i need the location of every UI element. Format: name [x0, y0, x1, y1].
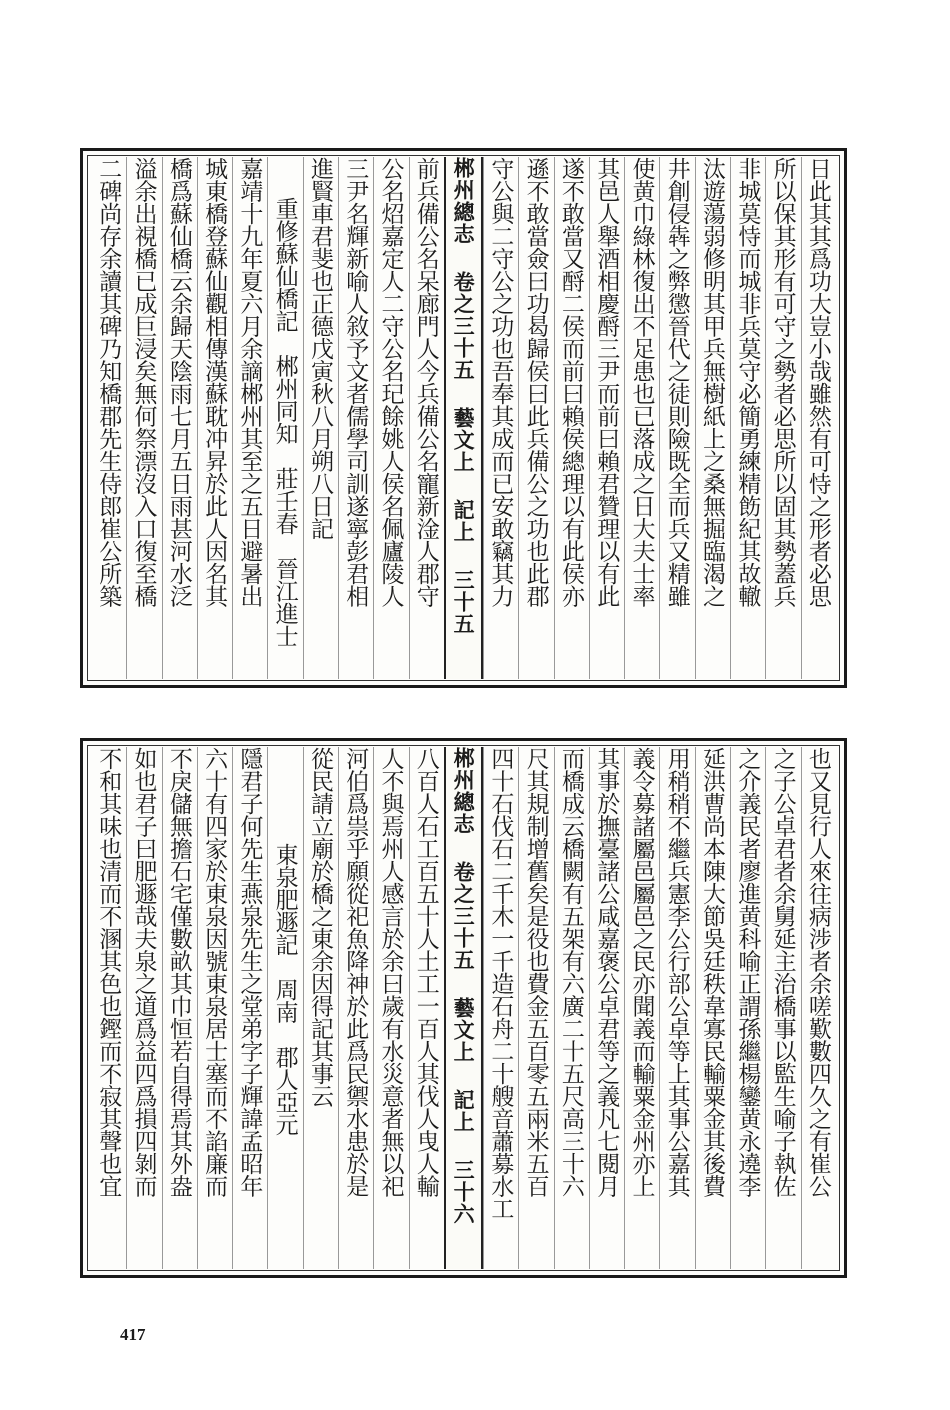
text-column: 進賢車君斐也正德戊寅秋八月朔八日記 — [303, 157, 338, 679]
text-column: 遜不敢當僉曰功曷歸侯曰此兵備公之功也此郡 — [518, 157, 553, 679]
text-column: 其邑人舉酒相慶酹三尹而前曰賴君贊理以有此 — [589, 157, 624, 679]
text-column: 井創侵犇之弊懲晉代之徒則險既全而兵又精雖 — [659, 157, 694, 679]
text-column: 使黄巾綠林復出不足患也已落成之日大夫士率 — [624, 157, 659, 679]
text-column: 橋爲蘇仙橋云余歸天陰雨七月五日雨甚河水泛 — [162, 157, 197, 679]
text-column: 重修蘇仙橋記 郴州同知 莊壬春 晉江進士 — [267, 157, 302, 679]
text-column: 人不與焉州人感言於余曰歲有水災意者無以祀 — [373, 747, 408, 1269]
text-column: 公名炤嘉定人二守公名玘餘姚人侯名佩廬陵人 — [373, 157, 408, 679]
text-column: 八百人石工百五十人土工一百人其伐人曳人輸 — [409, 747, 444, 1269]
center-banner: 郴州總志 卷之三十五 藝文上 記上 三十五 — [444, 157, 483, 679]
text-column: 守公與二守公之功也吾奉其成而已安敢竊其力 — [483, 157, 518, 679]
text-column: 其事於撫臺諸公咸嘉褒公卓君等之義凡七閱月 — [589, 747, 624, 1269]
text-column: 之子公卓君者余舅延主治橋事以監生喻子執佐 — [765, 747, 800, 1269]
text-column: 而橋成云橋闕有五架有六廣二十五尺高三十六 — [554, 747, 589, 1269]
text-column: 所以保其形有可守之勢者必思所以固其勢蓋兵 — [765, 157, 800, 679]
text-column: 之介義民者廖進黄科喻正謂孫繼楊鑾黄永遶李 — [730, 747, 765, 1269]
text-column: 嘉靖十九年夏六月余謫郴州其至之五日避暑出 — [232, 157, 267, 679]
text-column: 不和其味也清而不溷其色也鏗而不寂其聲也宜 — [95, 747, 122, 1197]
text-columns — [91, 157, 836, 679]
text-column: 從民請立廟於橋之東余因得記其事云 — [303, 747, 338, 1269]
text-column: 隱君子何先生燕泉先生之堂弟字子輝諱孟昭年 — [232, 747, 267, 1269]
text-column: 河伯爲祟乎願從祀魚降神於此爲民禦水患於是 — [338, 747, 373, 1269]
text-column: 延洪曹尚本陳大節吳廷秩韋寡民輸粟金其後費 — [695, 747, 730, 1269]
text-column: 也又見行人來往病涉者余嗟歎數四久之有崔公 — [801, 747, 836, 1269]
lower-text-block — [80, 738, 847, 1278]
text-column: 四十石伐石二千木一千造石舟二十艘音蕭募水工 — [483, 747, 518, 1269]
text-column: 汰遊蕩弱修明其甲兵無樹紙上之桑無掘臨渴之 — [695, 157, 730, 679]
text-column: 三尹名輝新喻人敘予文者儒學司訓遂寧彭君相 — [338, 157, 373, 679]
text-column: 六十有四家於東泉因號東泉居士塞而不諂廉而 — [197, 747, 232, 1269]
text-column: 日此其其爲功大豈小哉雖然有可恃之形者必思 — [801, 157, 836, 679]
center-banner: 郴州總志 卷之三十五 藝文上 記上 三十六 — [444, 747, 483, 1269]
text-columns — [91, 747, 836, 1269]
text-column: 二碑尚存余讀其碑乃知橋郡先生侍郎崔公所築 — [95, 157, 122, 607]
text-column: 前兵備公名呆廊門人今兵備公名寵新淦人郡守 — [409, 157, 444, 679]
text-column: 非城莫恃而城非兵莫守必簡勇練精飭紀其故轍 — [730, 157, 765, 679]
upper-text-block — [80, 148, 847, 688]
text-column: 如也君子曰肥遯哉夫泉之道爲益四爲損四剝而 — [126, 747, 161, 1269]
text-column: 用稍稍不繼兵憲李公行部公卓等上其事公嘉其 — [659, 747, 694, 1269]
page-number: 417 — [120, 1325, 146, 1344]
text-column: 遂不敢當又酹二侯而前曰賴侯總理以有此侯亦 — [554, 157, 589, 679]
text-column: 義令募諸屬邑屬邑之民亦聞義而輸粟金州亦上 — [624, 747, 659, 1269]
text-column: 東泉肥遯記 周南 郡人亞元 — [267, 747, 302, 1269]
text-column: 溢余出視橋已成巨浸矣無何祭漂沒入口復至橋 — [126, 157, 161, 679]
text-column: 尺其規制增舊矣是役也費金五百零五兩米五百 — [518, 747, 553, 1269]
text-column: 不戾儲無擔石宅僅數畝其巾恒若自得焉其外盎 — [162, 747, 197, 1269]
text-column: 城東橋登蘇仙觀相傳漢蘇耽冲昇於此人因名其 — [197, 157, 232, 679]
